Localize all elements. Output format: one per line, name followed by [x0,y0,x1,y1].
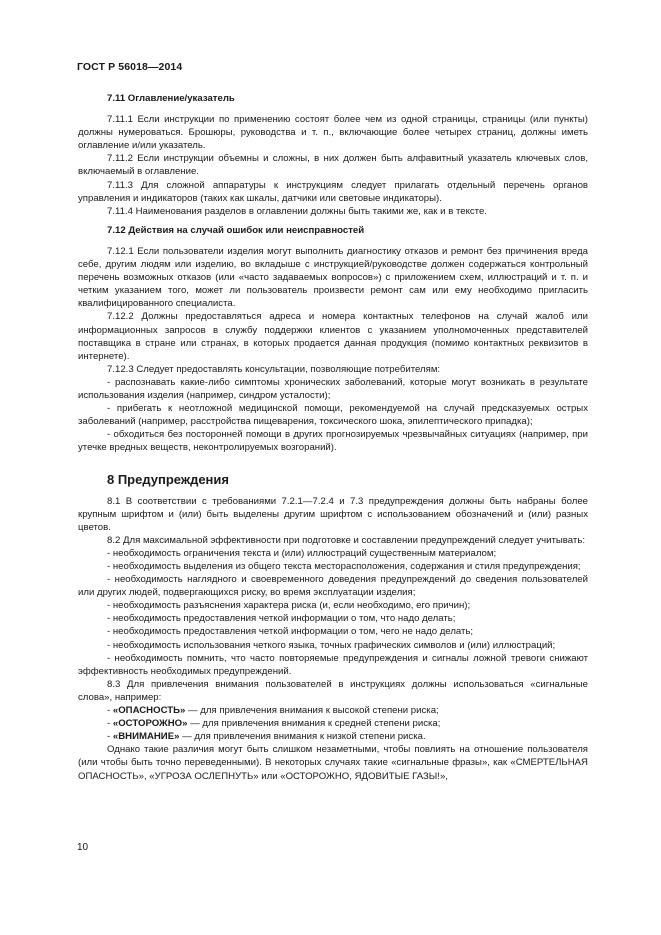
list-item: - необходимость наглядного и своевременного доведения предупреждений до сведения пользователей или других людей, подвергающихся риску, во время эксплуатации изделия; [78,574,588,599]
list-item: - необходимость предоставления четкой информации о том, что надо делать; [107,613,456,625]
paragraph: 7.11.4 Наименования разделов в оглавлении должны быть такими же, как и в тексте. [107,205,487,217]
section-heading-7-11: 7.11 Оглавление/указатель [107,93,235,104]
list-item: - необходимость использования четкого языка, точных графических символов и (или) иллюстраций; [107,639,556,651]
page-header: ГОСТ Р 56018—2014 [77,61,183,73]
list-item: - прибегать к неотложной медицинской помощи, рекомендуемой на случай предсказуемых острых заболеваний (например, расстройства пищеварения, токсического шока, эпилептического припадка); [78,403,588,428]
list-item: - необходимость разъяснения характера риска (и, если необходимо, его причин); [107,600,471,612]
list-item: - необходимость помнить, что часто повторяемые предупреждения и сигналы ложной тревоги снижают эффективность необходимых предупреждений. [78,652,588,677]
signal-word: «ОПАСНОСТЬ» [112,705,186,717]
list-item: - необходимость выделения из общего текста месторасположения, содержания и стиля предупреждения; [107,561,581,572]
list-item: - необходимость ограничения текста и (или) иллюстраций существенным материалом; [107,547,497,559]
paragraph: 8.2 Для максимальной эффективности при подготовке и составлении предупреждений следует учитывать: [107,534,585,546]
paragraph: 7.12.3 Следует предоставлять консультации, позволяющие потребителям: [107,363,441,375]
signal-word-item: - «ОСТОРОЖНО» — для привлечения внимания к средней степени риска; [107,718,441,730]
list-item: - необходимость предоставления четкой информации о том, чего не надо делать; [107,626,474,638]
paragraph: 7.11.2 Если инструкции объемны и сложны, в них должен быть алфавитный указатель ключевых слов, включаемый в оглавление. [78,153,588,178]
paragraph: 7.11.1 Если инструкции по применению состоят более чем из одной страницы, страницы (или пункты) должны нумероваться. Брошюры, руководства и т. п., включающие более четырех страниц, должны иметь оглавление и/или указатель. [78,114,588,152]
signal-word: «ВНИМАНИЕ» [112,731,180,743]
paragraph: 7.12.2 Должны предоставляться адреса и номера контактных телефонов на случай жалоб или информационных запросов в службу поддержки клиентов с указанием уполномоченных представителей поставщика в стране или странах, в которых продается данная продукция (помимо контактных реквизитов в интернете). [78,311,588,362]
section-heading-7-12: 7.12 Действия на случай ошибок или неисправностей [107,224,365,236]
paragraph: 7.11.3 Для сложной аппаратуры к инструкциям следует прилагать отдельный перечень органов управления и индикаторов (таких как шкалы, датчики или световые индикаторы). [78,179,588,204]
list-item: - обходиться без посторонней помощи в других прогнозируемых чрезвычайных ситуациях (например, при утечке вредных веществ, неконтролируемых возгораний). [78,429,588,454]
paragraph: 7.12.1 Если пользователи изделия могут выполнить диагностику отказов и ремонт без причинения вреда себе, другим людям или изделию, во вкладыше с инструкцией/руководстве должен содержаться контрольный перечень возможных отказов (или «часто задаваемых вопросов») с приложением схем, иллюстраций и т. п. и четким указанием того, может ли пользователь произвести ремонт сам или ему необходимо пригласить квалифицированного специалиста. [78,245,588,310]
paragraph: Однако такие различия могут быть слишком незаметными, чтобы повлиять на отношение пользователя (или чтобы быть точно переведенными). В некоторых случаях такие «сигнальные фразы», как «СМЕРТЕЛЬНАЯ ОПАСНОСТЬ», «УГРОЗА ОСЛЕПНУТЬ» или «ОСТОРОЖНО, ЯДОВИТЫЕ ГАЗЫ!», [78,744,588,782]
signal-word-item: - «ВНИМАНИЕ» — для привлечения внимания к низкой степени риска. [107,731,426,743]
paragraph: 8.3 Для привлечения внимания пользователей в инструкциях должны использоваться «сигнальные слова», например: [78,678,588,703]
signal-word: «ОСТОРОЖНО» [112,718,188,730]
signal-word-item: - «ОПАСНОСТЬ» — для привлечения внимания к высокой степени риска; [107,705,439,717]
page-number: 10 [77,842,89,853]
section-heading-8: 8 Предупреждения [107,472,229,488]
page-content [78,92,588,783]
paragraph: 8.1 В соответствии с требованиями 7.2.1—7.2.4 и 7.3 предупреждения должны быть набраны более крупным шрифтом и (или) быть выделены другим шрифтом с использованием обозначений и (или) разных цветов. [78,495,588,533]
list-item: - распознавать какие-либо симптомы хронических заболеваний, которые могут возникать в результате использования изделия (например, синдром усталости); [78,376,588,401]
